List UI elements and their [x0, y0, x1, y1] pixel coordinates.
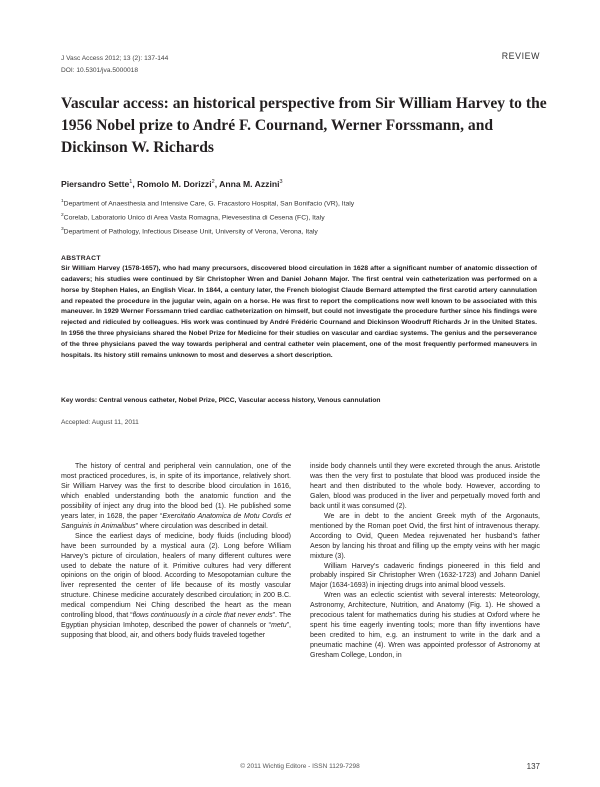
author-name: Romolo M. Dorizzi	[137, 179, 212, 189]
section-label: REVIEW	[501, 51, 540, 61]
affiliation-list	[61, 196, 354, 238]
author-affil-mark: 3	[279, 179, 283, 186]
affiliation: $^3$Department of Pathology, Infectious Disease Unit, University of Verona, Verona, Italy	[61, 226, 318, 235]
journal-citation	[61, 53, 168, 77]
body-paragraph: We are in debt to the ancient Greek myth of the Argonauts, mentioned by the Roman poet Ovid, the first hint of intravenous therapy. According to Ovid, Queen Medea rejuvenated her husband’s father Aeson by lancing his throat and filling up the empty veins with her magic mixture (3).	[310, 512, 540, 560]
author-list: Piersandro Sette$^1$, Romolo M. Dorizzi$^2$, Anna M. Azzini$^3$	[61, 179, 283, 189]
accepted-date: Accepted: August 11, 2011	[61, 419, 139, 426]
article-title: Vascular access: an historical perspective from Sir William Harvey to the 1956 Nobel prize to André F. Cournand, Werner Forssmann, and Dickinson W. Richards	[61, 95, 547, 156]
author-name: Piersandro Sette	[61, 179, 130, 189]
author-name: Anna M. Azzini	[219, 179, 280, 189]
author-affil-mark: 2	[211, 179, 215, 186]
body-paragraph: Wren was an eclectic scientist with several interests: Meteorology, Astronomy, Architecture, Nutrition, and Anatomy (Fig. 1). He showed a precocious talent for mathematics during his studies at Oxford where he spent his time eagerly inventing tools; more than fifty inventions have been credited to him, e.g. an instrument to write in the dark and a pneumatic machine (4). Wren was appointed professor of Astronomy at Gresham College, London, in	[310, 592, 540, 660]
abstract-text: Sir William Harvey (1578-1657), who had many precursors, discovered blood circulation in 1628 after a significant number of anatomic dissection of cadavers; his studies were continued by Sir Christopher Wren and Daniel Johann Major. The first central vein catheterization was performed on a horse by Stephen Hales, an English Vicar. In 1844, a century later, the French biologist Claude Bernard attempted the first carotid artery cannulation and repeated the procedure in the jugular vein, again on a horse. He was first to report the complications now well known to be associated with this maneuver. In 1929 Werner Forssmann tried cardiac catheterization on himself, but could not investigate the procedure further since his findings were rejected and ridiculed by colleagues. His work was continued by André Frédéric Cournand and Dickinson Woodruff Richards Jr in the United States. In 1956 the three physicians shared the Nobel Prize for Medicine for their studies on vascular and cardiac systems. The genius and the perseverance of the three physicians paved the way towards peripheral and central catheter vein placement, one of the most frequently performed maneuvers in hospitals. Its history still remains unknown to most and deserves a short description.	[61, 265, 537, 359]
doi-line: DOI: 10.5301/jva.5000018	[61, 67, 138, 74]
body-column-left	[61, 462, 291, 641]
author-affil-mark: 1	[129, 179, 133, 186]
body-paragraph: The history of central and peripheral vein cannulation, one of the most practiced procedures, is, in spite of its importance, relatively short. Sir William Harvey was the first to describe blood circulation in 1616, which enabled understanding both the anatomic function and the possibility of inject any drug into the blood bed (1). He published some years later, in 1628, the paper “Exercitatio Anatomica de Motu Cordis et Sanguinis in Animalibus” where circulation was described in detail.	[61, 463, 291, 530]
body-column-right	[310, 462, 540, 661]
affiliation: $^1$Department of Anaesthesia and Intensive Care, G. Fracastoro Hospital, San Bonifacio (VR), Italy	[61, 199, 355, 208]
body-paragraph: William Harvey’s cadaveric findings pioneered in this field and probably inspired Sir Christopher Wren (1632-1723) and Johann Daniel Major (1634-1693) in injecting drugs into animal blood vessels.	[310, 562, 540, 590]
keywords: Key words: Central venous catheter, Nobel Prize, PICC, Vascular access history, Venous cannulation	[61, 397, 381, 404]
page-number: 137	[526, 762, 540, 771]
journal-line: J Vasc Access 2012; 13 (2): 137-144	[61, 55, 169, 62]
body-paragraph: Since the earliest days of medicine, body fluids (including blood) have been surrounded by a mystical aura (2). Long before William Harvey’s picture of circulation, healers of many different cultures were used to debate the nature of it. Primitive cultures had very different opinions on the origin of blood. According to Mesopotamian culture the liver represented the center of life because of its mostly vascular structure. Chinese medicine accurately described circulation; in 200 B.C. medical compendium Nei Ching described the heart as the mean controlling blood, that “flows continuously in a circle that never ends”. The Egyptian physician Imhotep, described the power of channels or “metu”, supposing that blood, air, and others body fluids traveled together	[61, 532, 291, 640]
body-paragraph: inside body channels until they were excreted through the anus. Aristotle was then the very first to postulate that blood was produced inside the heart and then distributed to the whole body. However, according to Galen, blood was produced in the liver and perpetually moved forth and back until it was consumed (2).	[310, 463, 540, 510]
affiliation: $^2$Corelab, Laboratorio Unico di Area Vasta Romagna, Pievesestina di Cesena (FC), Italy	[61, 212, 325, 222]
footer-copyright: © 2011 Wichtig Editore - ISSN 1129-7298	[240, 763, 360, 770]
abstract-heading: ABSTRACT	[61, 255, 101, 262]
